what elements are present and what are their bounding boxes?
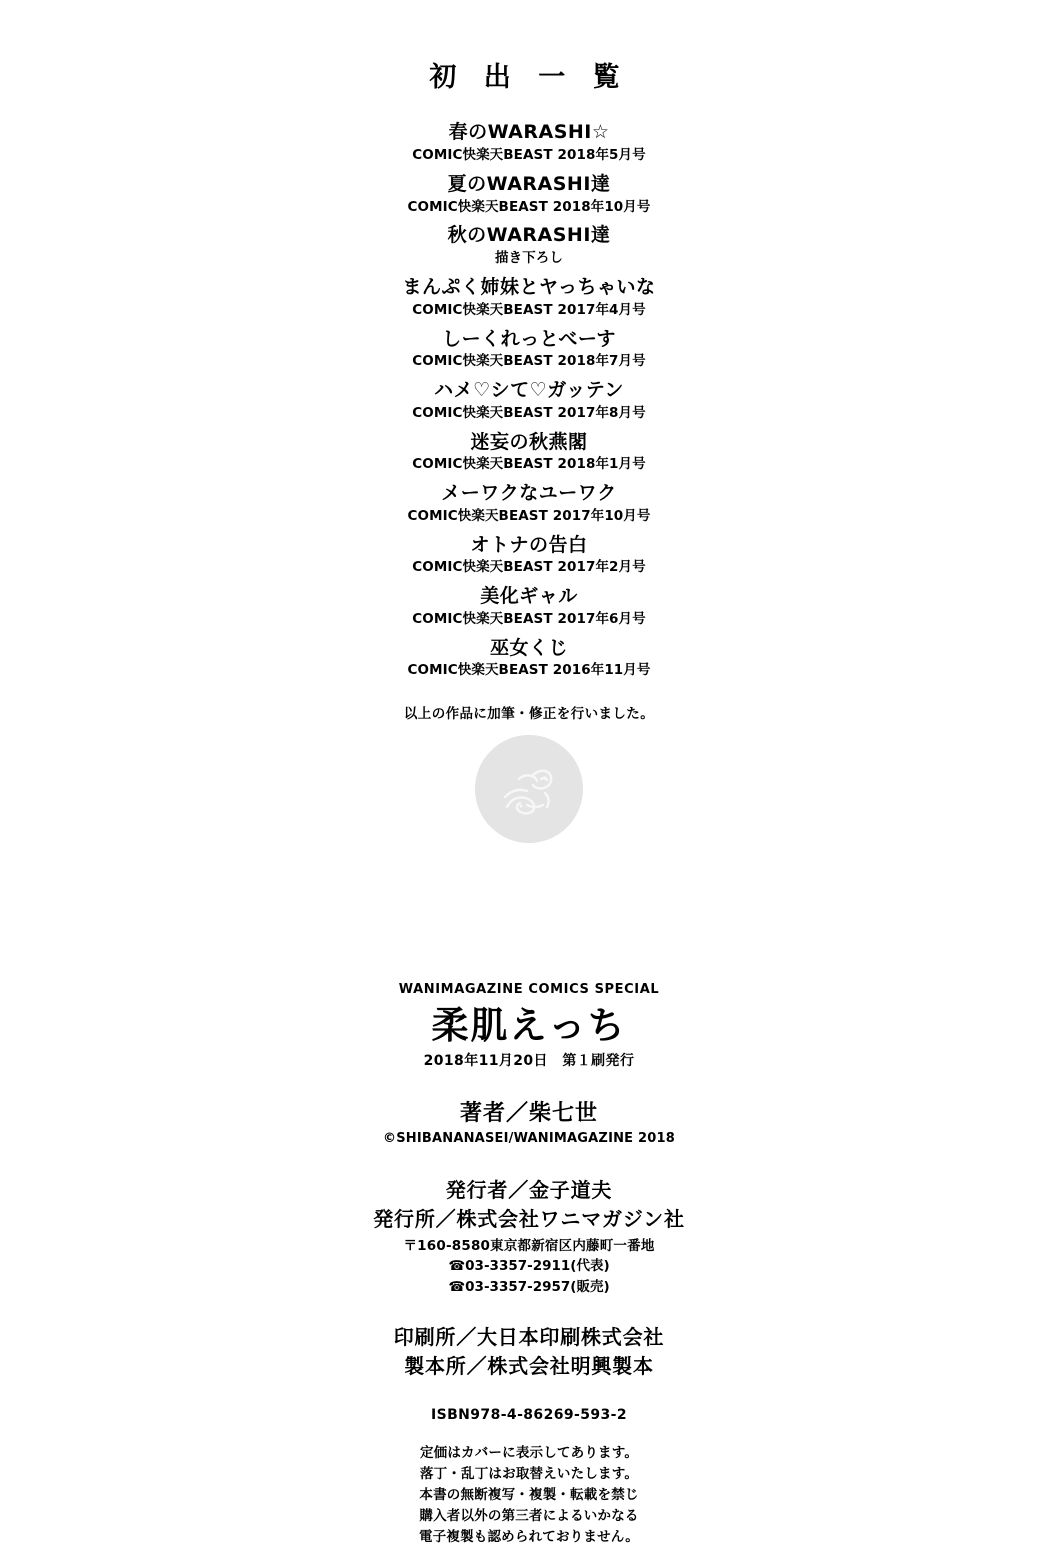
work-title: 迷妄の秋燕閣: [470, 430, 588, 453]
publisher-logo: [0, 735, 1058, 847]
list-item: [0, 636, 1058, 681]
work-title: 春のWARASHI☆: [448, 121, 610, 144]
first-publication-list: [0, 62, 1058, 722]
list-item: [0, 172, 1058, 217]
isbn: ISBN978-4-86269-593-2: [431, 1406, 627, 1423]
publisher-tel-sales: ☎03-3357-2957(販売): [448, 1278, 610, 1295]
legal-notice-line: 定価はカバーに表示してあります。: [419, 1444, 639, 1461]
list-item: [0, 378, 1058, 423]
list-item: [0, 223, 1058, 268]
work-title: オトナの告白: [470, 533, 588, 556]
page-title: 初 出 一 覧: [429, 62, 629, 93]
work-source: COMIC快楽天BEAST 2017年4月号: [412, 301, 646, 318]
legal-notice-line: 電子複製も認められておりません。: [418, 1528, 639, 1545]
list-item: [0, 120, 1058, 165]
work-source: 描き下ろし: [495, 250, 563, 267]
work-title: 秋のWARASHI達: [447, 224, 611, 247]
work-source: COMIC快楽天BEAST 2018年5月号: [412, 147, 646, 164]
legal-notice: [0, 1443, 1058, 1548]
work-source: COMIC快楽天BEAST 2017年2月号: [412, 559, 646, 576]
list-item: [0, 327, 1058, 372]
publisher-company: 発行所／株式会社ワニマガジン社: [373, 1207, 685, 1232]
work-source: COMIC快楽天BEAST 2017年8月号: [412, 404, 646, 421]
legal-notice-line: 本書の無断複写・複製・転載を禁じ: [419, 1486, 639, 1503]
book-title: 柔肌えっち: [431, 1004, 627, 1047]
printer-name: 印刷所／大日本印刷株式会社: [393, 1324, 665, 1349]
work-title: しーくれっとべーす: [442, 327, 616, 350]
revision-note: 以上の作品に加筆・修正を行いました。: [403, 706, 655, 723]
publisher-tel-main: ☎03-3357-2911(代表): [448, 1258, 610, 1275]
author-name: 著者／柴七世: [459, 1100, 598, 1126]
work-source: COMIC快楽天BEAST 2017年6月号: [412, 610, 646, 627]
work-title: まんぷく姉妹とヤっちゃいな: [402, 275, 656, 298]
work-source: COMIC快楽天BEAST 2016年11月号: [407, 662, 651, 679]
series-label: WANIMAGAZINE COMICS SPECIAL: [398, 982, 660, 997]
colophon-block: [0, 982, 1058, 1548]
work-source: COMIC快楽天BEAST 2017年10月号: [407, 507, 651, 524]
copyright-notice: ©SHIBANANASEI/WANIMAGAZINE 2018: [383, 1131, 675, 1147]
work-source: COMIC快楽天BEAST 2018年1月号: [412, 456, 646, 473]
work-title: 巫女くじ: [489, 636, 568, 659]
work-title: 美化ギャル: [480, 585, 578, 608]
work-title: 夏のWARASHI達: [447, 172, 611, 195]
publisher-address: 〒160-8580東京都新宿区内藤町一番地: [403, 1238, 655, 1255]
bindery-name: 製本所／株式会社明興製本: [404, 1353, 654, 1378]
work-title: メーワクなユーワク: [441, 482, 617, 505]
publisher-person: 発行者／金子道夫: [445, 1178, 613, 1203]
work-title: ハメ♡シて♡ガッテン: [434, 379, 624, 402]
publication-date: 2018年11月20日 第１刷発行: [423, 1052, 635, 1069]
list-item: [0, 430, 1058, 475]
work-source: COMIC快楽天BEAST 2018年10月号: [407, 198, 651, 215]
list-item: [0, 275, 1058, 320]
work-source: COMIC快楽天BEAST 2018年7月号: [412, 353, 646, 370]
list-item: [0, 481, 1058, 526]
list-item: [0, 584, 1058, 629]
legal-notice-line: 落丁・乱丁はお取替えいたします。: [419, 1465, 639, 1482]
legal-notice-line: 購入者以外の第三者によるいかなる: [419, 1507, 639, 1524]
publisher-seal-icon: [475, 735, 583, 843]
list-item: [0, 533, 1058, 578]
